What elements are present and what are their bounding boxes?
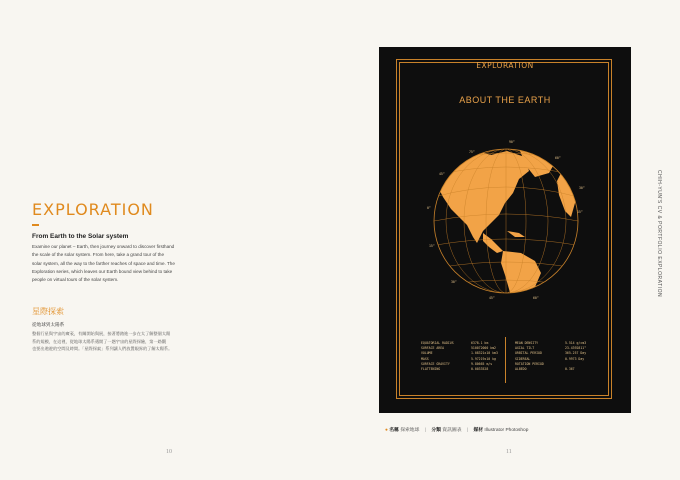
stats-left	[421, 341, 511, 372]
english-description	[32, 243, 222, 284]
text-line: people on virtual tours of the solar system.	[32, 277, 119, 283]
lat-label-1: 75°	[469, 150, 475, 154]
stat-row	[421, 367, 511, 372]
stat-value: 0.367	[565, 367, 575, 372]
caption-tools-label: 媒材	[473, 428, 484, 433]
page-number-left: 10	[166, 449, 172, 455]
stat-value: 6378.1 km	[471, 341, 489, 345]
stat-label: FLATTENING	[421, 367, 441, 372]
stat-label: AXIAL TILT	[515, 346, 535, 351]
poster-logo: EXPLORATION	[476, 61, 534, 70]
europe-africa-land	[557, 165, 579, 217]
text-line: 整個行星與宇宙的廣袤，有關開始與展，接著將踏進一步在太了解整個太陽	[32, 331, 171, 336]
stat-label: SIDEREAL	[515, 356, 531, 361]
stat-value: 365.257 Day	[565, 351, 587, 356]
stat-value: 0.0033528	[471, 367, 489, 372]
stat-label: MEAN DENSITY	[515, 341, 539, 345]
accent-rule	[32, 224, 39, 226]
stat-label: ALBEDO	[515, 367, 527, 372]
central-america-land	[483, 233, 503, 253]
text-line: Exploration series, which leaves our Earth bound view behind to take	[32, 268, 173, 274]
chinese-subhead: 從地球到太陽系	[32, 322, 65, 327]
text-line: 也要出遨遊的空間及時間。「星際探索」系列讓人們放置眼界的了解太陽系。	[32, 346, 173, 351]
page-number-right: 11	[506, 449, 512, 455]
stat-label: EQUATORIAL RADIUS	[421, 341, 454, 345]
stat-value: 23.4392811°	[565, 346, 587, 351]
chinese-description	[32, 330, 182, 353]
caption-name-value: 探索地球	[400, 428, 420, 433]
lat-label-4: 30°	[579, 186, 585, 190]
caption-tools-value: Illustrator Photoshop	[484, 428, 529, 433]
stat-label: MASS	[421, 356, 429, 361]
running-header: CHIH-YUN'S CV & PORTFOLIO EXPLORATION	[656, 170, 662, 298]
stat-value: 510072000 km2	[471, 346, 496, 351]
stat-value: 5.514 g/cm3	[565, 341, 587, 345]
bullet-icon: ●	[385, 428, 388, 433]
section-subtitle: From Earth to the Solar system	[32, 233, 129, 240]
stat-label: ORBITAL PERIOD	[515, 351, 542, 356]
text-line: the scale of the solar system. From here, take a grand tour of the	[32, 252, 165, 258]
lat-label-2: 60°	[555, 156, 561, 160]
stat-label: ROTATION PERIOD	[515, 361, 544, 366]
stats-right	[515, 341, 605, 372]
exploration-logo: EXPLORATION	[32, 200, 154, 219]
lat-label-10: 60°	[533, 296, 539, 300]
stat-value: 0.9973 Day	[565, 356, 585, 361]
lat-label-8: 30°	[451, 280, 457, 284]
lat-label-7: 15°	[429, 244, 435, 248]
lat-label-6: 0°	[427, 206, 431, 210]
stat-label: VOLUME	[421, 351, 433, 356]
stat-label: SURFACE AREA	[421, 346, 445, 351]
caption-separator: |	[424, 428, 426, 433]
chinese-section-title: 星際探索	[32, 307, 64, 316]
caption-name-label: 名稱	[389, 428, 399, 433]
text-line: 系的規模，在這裡，從地球太陽系邁開了一趟宇宙的星際探險，第一路觀	[32, 338, 167, 344]
poster-title: ABOUT THE EARTH	[459, 95, 551, 105]
text-line: Examine our planet – Earth, then journey onward to discover firsthand	[32, 244, 175, 249]
stat-row	[515, 367, 605, 372]
stat-value: 9.80665 m/s	[471, 361, 493, 366]
lat-label-9: 45°	[489, 296, 495, 300]
text-line: solar system, all the way to the farther reaches of space and time. The	[32, 260, 175, 266]
stat-value: 1.08321x10 km3	[471, 351, 498, 356]
north-america-land	[437, 151, 529, 243]
lat-label-5: 15°	[577, 210, 583, 214]
poster-caption	[385, 426, 528, 433]
stat-label: SURFACE GRAVITY	[421, 361, 450, 366]
earth-poster	[379, 47, 631, 413]
stat-value: 5.97219x10 kg	[471, 356, 496, 361]
caption-category-value: 資訊圖表	[442, 428, 462, 433]
caption-category-label: 分類	[431, 428, 441, 433]
lat-label-3: 45°	[439, 172, 445, 176]
lat-label-0: 90°	[509, 140, 515, 144]
caption-separator: |	[466, 428, 469, 433]
caribbean-islands	[507, 231, 525, 237]
